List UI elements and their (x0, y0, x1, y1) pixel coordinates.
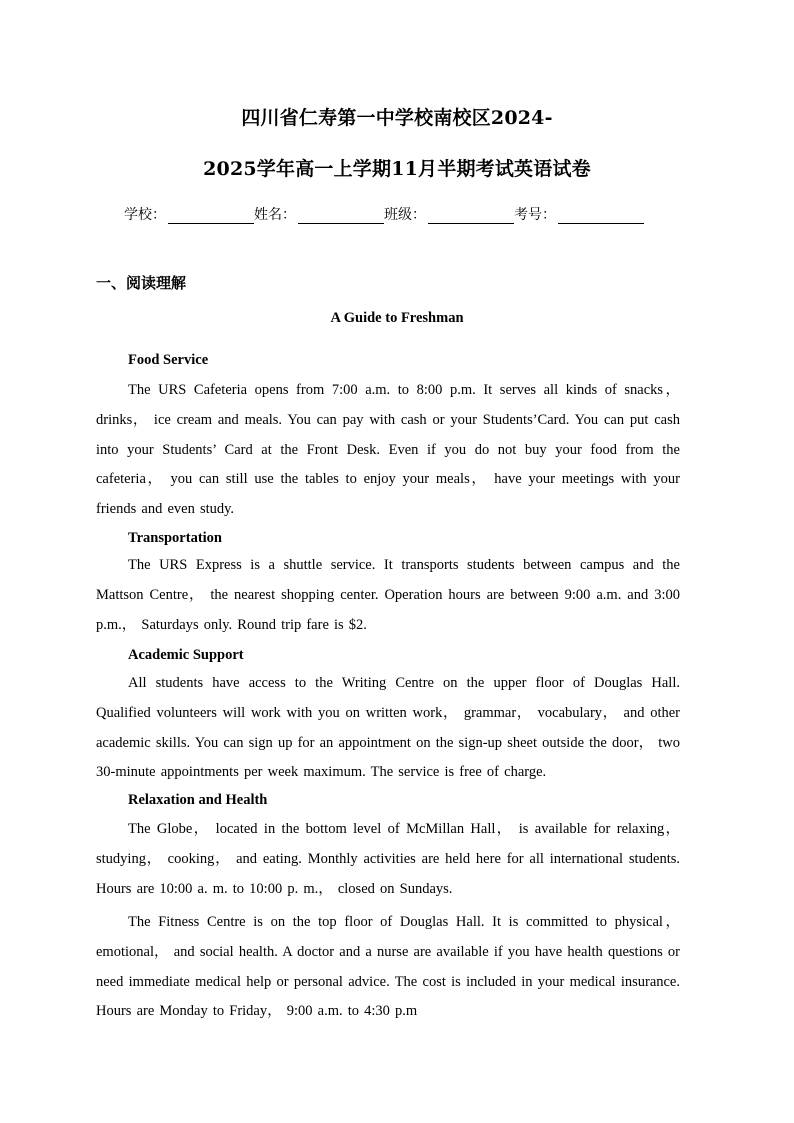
exam-title-line-2: 2025学年高一上学期11月半期考试英语试卷 (203, 158, 591, 180)
class-field (384, 204, 514, 224)
exam-number-label: 考号： (514, 207, 556, 223)
passage-title: A Guide to Freshman (330, 310, 464, 326)
paragraph-fitness-centre: The Fitness Centre is on the top floor of Douglas Hall. It is committed to physical， emotional， and social health. A doctor and a nurse are available if you have health questions or need immediate medical help or personal advice. The cost is included in your medical insurance. Hours are Monday to Friday， 9:00 a.m. to 4:30 p.m (96, 914, 680, 1020)
exam-title-line-1: 四川省仁寿第一中学校南校区2024- (241, 107, 553, 129)
subsection-heading-relaxation-health: Relaxation and Health (128, 792, 268, 808)
student-info-row (124, 204, 644, 224)
paragraph-transportation: The URS Express is a shuttle service. It transports students between campus and the Mattson Centre， the nearest shopping center. Operation hours are between 9:00 a.m. and 3:00 p.m.， Saturdays only. Round trip fare is $2. (96, 557, 680, 633)
school-label: 学校： (124, 207, 166, 223)
school-field (124, 204, 254, 224)
subsection-heading-academic-support: Academic Support (128, 647, 244, 663)
class-blank[interactable] (428, 209, 514, 224)
name-field (254, 204, 384, 224)
paragraph-the-globe: The Globe， located in the bottom level of McMillan Hall， is available for relaxing， studying， cooking， and eating. Monthly activities are held here for all international students. Hours are 10:00 a. m. to 10:00 p. m.， closed on Sundays. (96, 821, 680, 897)
section-heading: 一、阅读理解 (96, 274, 187, 292)
exam-number-blank[interactable] (558, 209, 644, 224)
name-blank[interactable] (298, 209, 384, 224)
subsection-heading-transportation: Transportation (128, 530, 222, 546)
name-label: 姓名： (254, 207, 296, 223)
paragraph-academic-support: All students have access to the Writing Centre on the upper floor of Douglas Hall. Qualified volunteers will work with you on written work， grammar， vocabulary， and other academic skills. You can sign up for an appointment on the sign-up sheet outside the door， two 30-minute appointments per week maximum. The service is free of charge. (96, 675, 680, 781)
school-blank[interactable] (168, 209, 254, 224)
class-label: 班级： (384, 207, 426, 223)
exam-number-field (514, 204, 644, 224)
paragraph-food-service: The URS Cafeteria opens from 7:00 a.m. to 8:00 p.m. It serves all kinds of snacks， drinks， ice cream and meals. You can pay with cash or your Students’Card. You can put cash into your Students’ Card at the Front Desk. Even if you do not buy your food from the cafeteria， you can still use the tables to enjoy your meals， have your meetings with your friends and even study. (96, 382, 680, 518)
subsection-heading-food-service: Food Service (128, 352, 209, 368)
